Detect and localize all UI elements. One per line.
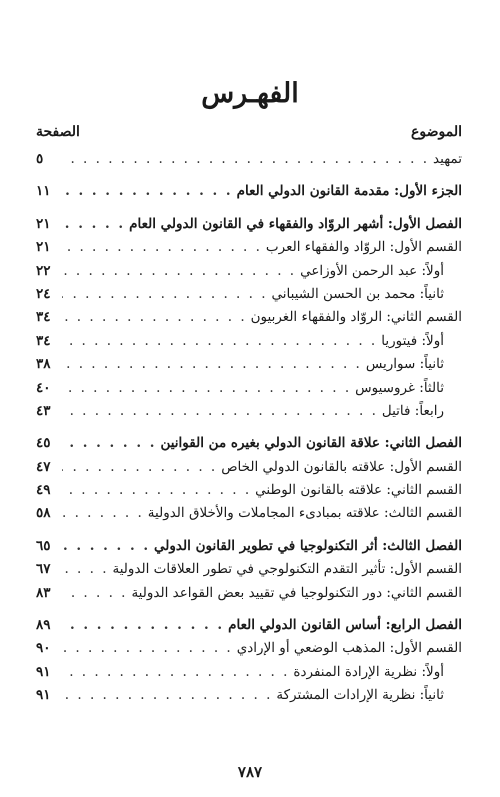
leader-dots — [62, 330, 377, 353]
toc-entry — [36, 684, 462, 707]
toc-entry-page: ٤٥ — [36, 435, 51, 452]
toc-entry — [36, 213, 462, 236]
toc-entry-title: تمهيد — [433, 151, 462, 167]
leader-dots — [62, 614, 224, 637]
toc-entry — [36, 582, 462, 605]
toc-entry-page: ٥ — [36, 151, 44, 167]
toc-entry-title: القسم الثاني: الروّاد والفقهاء الغربيون — [250, 309, 462, 326]
toc-entry — [36, 637, 462, 660]
leader-dots — [62, 637, 233, 660]
toc-entry — [36, 558, 462, 581]
toc-entry-page: ٩٠ — [36, 640, 51, 657]
leader-dots — [62, 213, 125, 236]
toc-entry-page: ٨٣ — [36, 584, 51, 601]
toc-entry — [36, 502, 462, 525]
leader-dots — [62, 377, 351, 400]
toc-entry-page: ٤٩ — [36, 482, 51, 499]
toc-entry-page: ٢٤ — [36, 285, 51, 302]
page-number: ٧٨٧ — [237, 763, 263, 781]
toc-entry-title: ثانياً: سواريس — [365, 356, 444, 373]
leader-dots — [62, 432, 156, 455]
toc-list — [36, 148, 462, 708]
leader-dots — [62, 479, 251, 502]
leader-dots — [62, 283, 268, 306]
leader-dots — [62, 148, 429, 171]
leader-dots — [62, 661, 289, 684]
toc-entry-page: ٤٧ — [36, 458, 51, 475]
leader-dots — [62, 180, 233, 203]
toc-entry-page: ١١ — [36, 183, 51, 200]
toc-entry — [36, 353, 462, 376]
toc-entry — [36, 432, 462, 455]
toc-entry — [36, 330, 462, 353]
toc-entry-page: ٤٠ — [36, 379, 51, 396]
toc-entry — [36, 236, 462, 259]
toc-entry-title: ثالثاً: غروسيوس — [355, 379, 444, 396]
toc-entry — [36, 400, 462, 423]
toc-entry-page: ٣٤ — [36, 309, 51, 326]
toc-entry-page: ٢١ — [36, 215, 51, 232]
toc-entry-title: الفصل الأول: أشهر الروّاد والفقهاء في القانون الدولي العام — [129, 215, 462, 232]
toc-entry-page: ٢٢ — [36, 262, 51, 279]
toc-entry-title: الفصل الثالث: أثر التكنولوجيا في تطوير القانون الدولي — [154, 537, 462, 554]
toc-entry-title: ثانياً: محمد بن الحسن الشيباني — [271, 285, 444, 302]
toc-entry-page: ٩١ — [36, 687, 51, 704]
toc-entry — [36, 614, 462, 637]
toc-entry-page: ٣٤ — [36, 332, 51, 349]
toc-entry-title: القسم الأول: تأثير التقدم التكنولوجي في تطور العلاقات الدولية — [112, 561, 462, 578]
toc-entry-title: الفصل الثاني: علاقة القانون الدولي بغيره من القوانين — [160, 435, 462, 452]
leader-dots — [62, 684, 272, 707]
toc-entry — [36, 260, 462, 283]
toc-entry-title: القسم الثاني: دور التكنولوجيا في تقييد بعض القواعد الدولية — [131, 584, 462, 601]
leader-dots — [62, 582, 127, 605]
toc-entry-title: أولاً: عبد الرحمن الأوزاعي — [300, 262, 444, 279]
toc-entry-page: ٣٨ — [36, 356, 51, 373]
page-header: الصفحة — [36, 124, 80, 140]
leader-dots — [62, 456, 217, 479]
toc-entry — [36, 306, 462, 329]
toc-entry-title: رابعاً: فاتيل — [381, 402, 444, 419]
toc-entry-title: القسم الثاني: علاقته بالقانون الوطني — [255, 482, 462, 499]
leader-dots — [62, 260, 296, 283]
toc-entry-title: الفصل الرابع: أساس القانون الدولي العام — [228, 617, 462, 634]
toc-entry-page: ٢١ — [36, 239, 51, 256]
toc-entry-title: الجزء الأول: مقدمة القانون الدولي العام — [236, 183, 462, 200]
toc-entry-title: القسم الأول: الروّاد والفقهاء العرب — [265, 239, 462, 256]
toc-entry — [36, 283, 462, 306]
toc-entry — [36, 377, 462, 400]
toc-entry-page: ٥٨ — [36, 505, 51, 522]
toc-entry-title: القسم الثالث: علاقته بمبادىء المجاملات والأخلاق الدولية — [147, 505, 462, 522]
toc-entry-page: ٦٥ — [36, 537, 51, 554]
toc-entry-page: ٤٣ — [36, 402, 51, 419]
toc-entry — [36, 479, 462, 502]
toc-entry-page: ٦٧ — [36, 561, 51, 578]
leader-dots — [62, 535, 150, 558]
column-headers — [36, 124, 462, 140]
leader-dots — [62, 353, 362, 376]
toc-entry-title: أولاً: نظرية الإرادة المنفردة — [293, 663, 444, 680]
toc-entry — [36, 456, 462, 479]
leader-dots — [62, 558, 109, 581]
toc-entry-page: ٨٩ — [36, 617, 51, 634]
toc-entry — [36, 661, 462, 684]
toc-entry-page: ٩١ — [36, 663, 51, 680]
page-title: الفهـرس — [201, 78, 299, 109]
toc-entry-title: القسم الأول: المذهب الوضعي أو الإرادي — [236, 640, 462, 657]
leader-dots — [62, 236, 262, 259]
leader-dots — [62, 306, 247, 329]
toc-entry — [36, 535, 462, 558]
leader-dots — [62, 400, 378, 423]
subject-header: الموضوع — [411, 124, 462, 140]
toc-entry-title: أولاً: فيتوريا — [381, 332, 444, 349]
toc-entry-title: القسم الأول: علاقته بالقانون الدولي الخاص — [221, 458, 462, 475]
leader-dots — [62, 502, 144, 525]
toc-entry — [36, 180, 462, 203]
toc-entry-title: ثانياً: نظرية الإرادات المشتركة — [276, 687, 444, 704]
toc-entry — [36, 148, 462, 171]
